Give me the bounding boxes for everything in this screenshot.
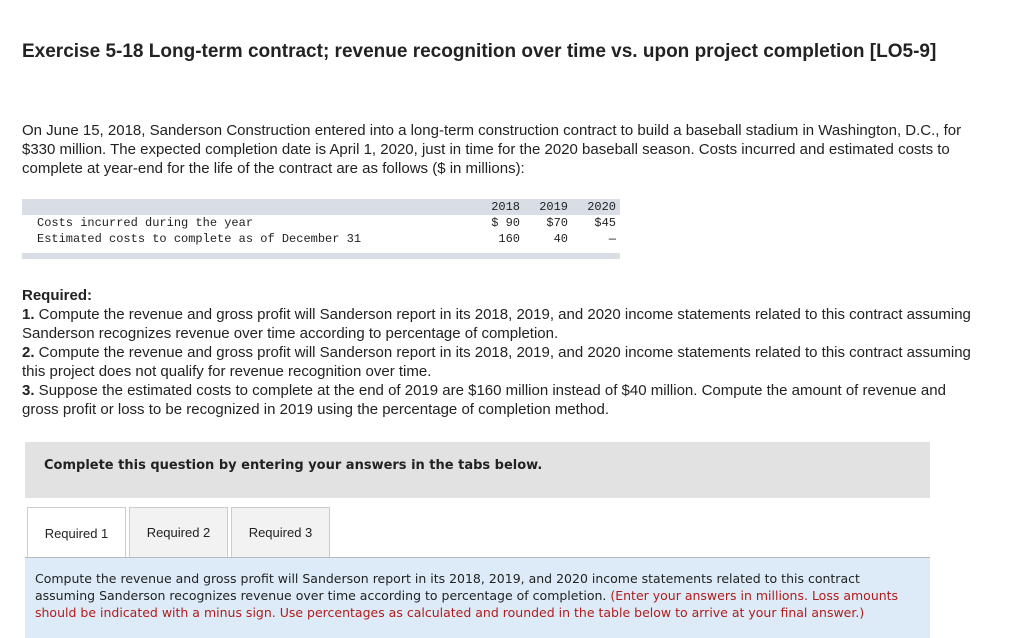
row-label: Estimated costs to complete as of December 31 [37,232,362,246]
required-item-2: 2. Compute the revenue and gross profit will Sanderson report in its 2018, 2019, and 2020 income statements related to this contract assuming this project does not qualify for revenue recognition over time. [22,344,971,380]
panel-text: Compute the revenue and gross profit will Sanderson report in its 2018, 2019, and 2020 income statements related to this contract assuming Sanderson recognizes revenue over time according to percentage of completion. [35,571,860,603]
tab-bar [27,507,333,559]
required-section [22,286,972,419]
exercise-title: Exercise 5-18 Long-term contract; revenue recognition over time vs. upon project completion [LO5-9] [22,41,937,62]
table-header [22,199,620,215]
header-2019: 2019 [539,200,568,214]
table-row [22,231,620,247]
header-2018: 2018 [491,200,520,214]
cell: $70 [546,216,568,230]
required-item-3: 3. Suppose the estimated costs to complete at the end of 2019 are $160 million instead of $40 million. Compute the amount of revenue and gross profit or loss to be recognized in 2019 using the percentage of completion method. [22,382,946,418]
intro-paragraph: On June 15, 2018, Sanderson Construction entered into a long-term construction contract to build a baseball stadium in Washington, D.C., for $330 million. The expected completion date is April 1, 2020, just in time for the 2020 baseball season. Costs incurred and estimated costs to complete at year-end for the life of the contract are as follows ($ in millions): [22,122,962,177]
tab-required-3[interactable]: Required 3 [231,507,330,557]
tab-required-2[interactable]: Required 2 [129,507,228,557]
instruction-box [25,442,930,498]
panel-note: (Enter your answers in millions. Loss amounts should be indicated with a minus sign. Use percentages as calculated and rounded in the table below to arrive at your final answer.) [35,588,899,620]
header-2020: 2020 [587,200,616,214]
cell: — [608,232,616,246]
cell: 40 [553,232,568,246]
cell: $ 90 [491,216,520,230]
table-row [22,215,620,231]
tab-required-1[interactable]: Required 1 [27,507,126,559]
cell: $45 [594,216,616,230]
table-footer-bar [22,253,620,259]
instruction-text: Complete this question by entering your answers in the tabs below. [44,458,543,473]
row-label: Costs incurred during the year [37,216,254,230]
cost-table [22,199,620,259]
cell: 160 [498,232,520,246]
required-heading: Required: [22,287,93,304]
tab-panel [25,557,930,638]
required-item-1: 1. Compute the revenue and gross profit will Sanderson report in its 2018, 2019, and 2020 income statements related to this contract assuming Sanderson recognizes revenue over time according to percentage of completion. [22,306,971,342]
